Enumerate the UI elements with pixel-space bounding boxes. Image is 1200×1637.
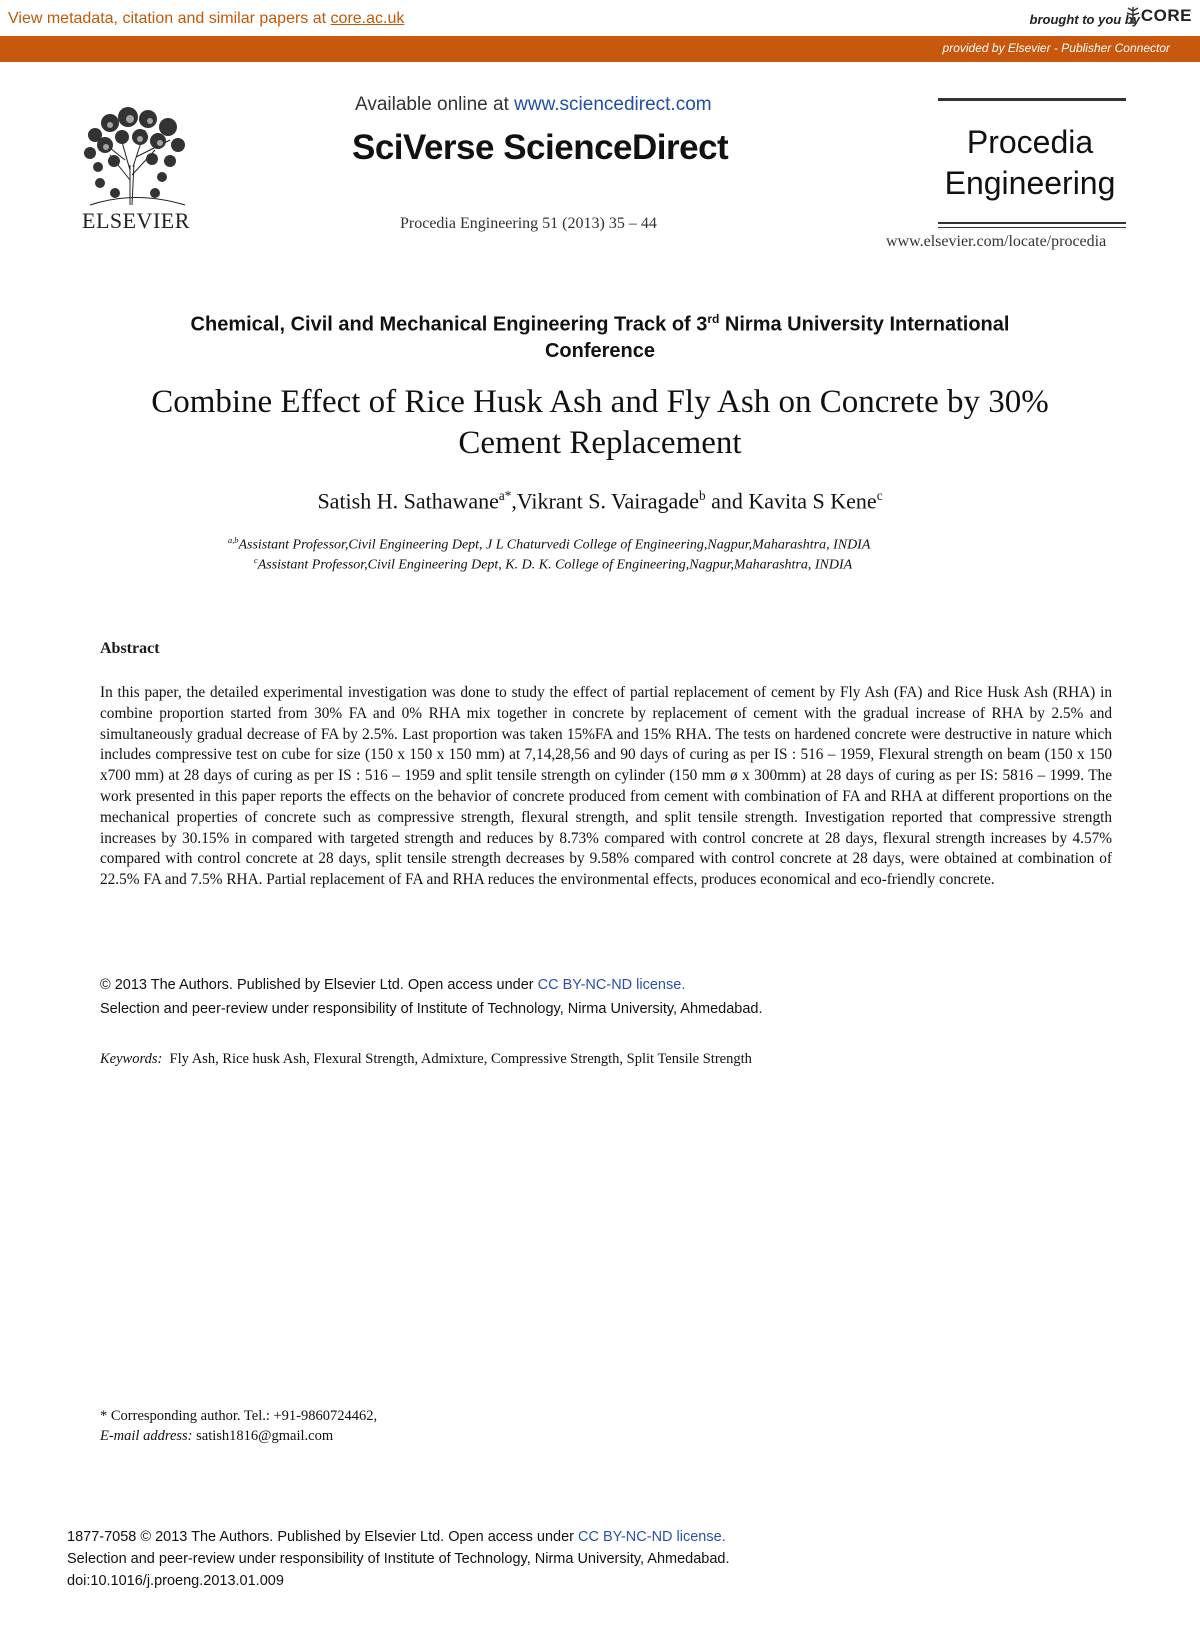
conference-ordinal: rd — [707, 312, 720, 326]
conference-track — [120, 306, 1080, 364]
journal-box-bottom-rule-thin — [938, 227, 1126, 228]
paper-title-line1: Combine Effect of Rice Husk Ash and Fly Ash on Concrete by 30% — [151, 384, 1049, 420]
core-link-prefix: View metadata, citation and similar papers at — [8, 10, 331, 27]
affiliation-text: Assistant Professor,Civil Engineering Dept, K. D. K. College of Engineering,Nagpur,Maharashtra, INDIA — [257, 557, 853, 573]
author-separator: and — [705, 488, 749, 514]
copyright-notice — [100, 977, 685, 993]
abstract-heading: Abstract — [100, 640, 160, 657]
keywords — [100, 1051, 752, 1068]
affiliation-mark: a,b — [228, 536, 239, 545]
affiliation-mark: c — [254, 556, 258, 565]
abstract-body: In this paper, the detailed experimental investigation was done to study the effect of partial replacement of cement by Fly Ash (FA) and Rice Husk Ash (RHA) in combine proportion started from 30% FA and 0% RHA mix together in concrete by replacement of cement with the gradual increase of RHA by 2.5% and simultaneously gradual decrease of FA by 2.5%. Last proportion was taken 15%FA and 15% RHA. The tests on hardened concrete were destructive in nature which includes compressive test on cube for size (150 x 150 x 150 mm) at 7,14,28,56 and 90 days of curing as per IS : 516 – 1959, Flexural strength on beam (150 x 150 x700 mm) at 28 days of curing as per IS : 516 – 1959 and split tensile strength on cylinder (150 mm ø x 300mm) at 28 days of curing as per IS: 5816 – 1999. The work presented in this paper reports the effects on the behavior of concrete produced from cement with combination of FA and RHA at different proportions on the mechanical properties of concrete such as compressive strength, flexural strength, and split tensile strength. Investigation reported that compressive strength increases by 30.15% in compared with targeted strength and reduces by 8.73% compared with control concrete at 28 days, flexural strength increases by 4.57% compared with control concrete at 28 days, split tensile strength decreases by 9.58% compared with control concrete at 28 days, were obtained at combination of 22.5% FA and 7.5% RHA. Partial replacement of FA and RHA reduces the environmental effects, produces economical and eco-friendly concrete. — [100, 684, 1112, 889]
available-online — [355, 94, 712, 116]
provided-by-label: provided by Elsevier - Publisher Connector — [942, 41, 1170, 55]
doi[interactable]: doi:10.1016/j.proeng.2013.01.009 — [67, 1573, 284, 1589]
issn-text: 1877-7058 © 2013 The Authors. Published by Elsevier Ltd. Open access under — [67, 1529, 578, 1545]
footer-license-link[interactable]: CC BY-NC-ND license. — [578, 1529, 726, 1545]
author-mark: a* — [498, 488, 512, 503]
peer-review-notice: Selection and peer-review under responsibility of Institute of Technology, Nirma University, Ahmedabad. — [100, 1001, 763, 1017]
author-list — [100, 488, 1100, 514]
journal-name — [940, 122, 1120, 204]
core-logo[interactable] — [1125, 6, 1192, 26]
core-logo-icon — [1125, 6, 1141, 24]
author-name: Kavita S Kene — [748, 488, 877, 514]
email-address[interactable]: satish1816@gmail.com — [192, 1428, 334, 1444]
keywords-label: Keywords: — [100, 1051, 163, 1067]
journal-box-bottom-rule — [938, 222, 1126, 224]
author-name: Satish H. Sathawane — [317, 488, 499, 514]
journal-name-line2: Engineering — [944, 165, 1116, 201]
journal-url[interactable]: www.elsevier.com/locate/procedia — [886, 233, 1107, 250]
issn-copyright — [67, 1529, 726, 1545]
journal-box-top-rule — [938, 98, 1126, 101]
conference-line1-suffix: Nirma University International — [719, 313, 1010, 336]
footer-peer-review: Selection and peer-review under responsibility of Institute of Technology, Nirma University, Ahmedabad. — [67, 1551, 730, 1567]
journal-reference: Procedia Engineering 51 (2013) 35 – 44 — [400, 215, 657, 232]
copyright-text: © 2013 The Authors. Published by Elsevier Ltd. Open access under — [100, 977, 538, 993]
brought-to-you-label: brought to you by — [1029, 12, 1140, 27]
email-line — [100, 1428, 333, 1445]
core-link-text[interactable]: core.ac.uk — [330, 10, 405, 27]
core-logo-text: CORE — [1140, 6, 1192, 25]
license-link[interactable]: CC BY-NC-ND license. — [537, 977, 686, 993]
conference-line1-prefix: Chemical, Civil and Mechanical Engineering Track of 3 — [190, 313, 708, 336]
affiliation — [254, 556, 852, 574]
author-name: Vikrant S. Vairagade — [516, 488, 700, 514]
author-mark: c — [876, 488, 883, 503]
keywords-list: Fly Ash, Rice husk Ash, Flexural Strength, Admixture, Compressive Strength, Split Tensile Strength — [162, 1051, 752, 1067]
author-separator: , — [511, 488, 517, 514]
core-metadata-link[interactable] — [8, 10, 404, 28]
conference-line2: Conference — [544, 339, 656, 362]
paper-title-line2: Cement Replacement — [458, 425, 742, 461]
journal-name-line1: Procedia — [966, 124, 1094, 160]
platform-title: SciVerse ScienceDirect — [352, 128, 729, 167]
affiliation — [228, 536, 870, 554]
email-label: E-mail address: — [100, 1428, 193, 1444]
author-mark: b — [699, 488, 706, 503]
paper-title — [100, 382, 1100, 464]
available-prefix: Available online at — [355, 94, 515, 115]
affiliation-text: Assistant Professor,Civil Engineering Dept, J L Chaturvedi College of Engineering,Nagpur,Maharashtra, INDIA — [238, 537, 871, 553]
corresponding-author: * Corresponding author. Tel.: +91-9860724462, — [100, 1408, 378, 1424]
sciencedirect-link[interactable]: www.sciencedirect.com — [514, 94, 712, 115]
publisher-name: ELSEVIER — [82, 208, 190, 233]
